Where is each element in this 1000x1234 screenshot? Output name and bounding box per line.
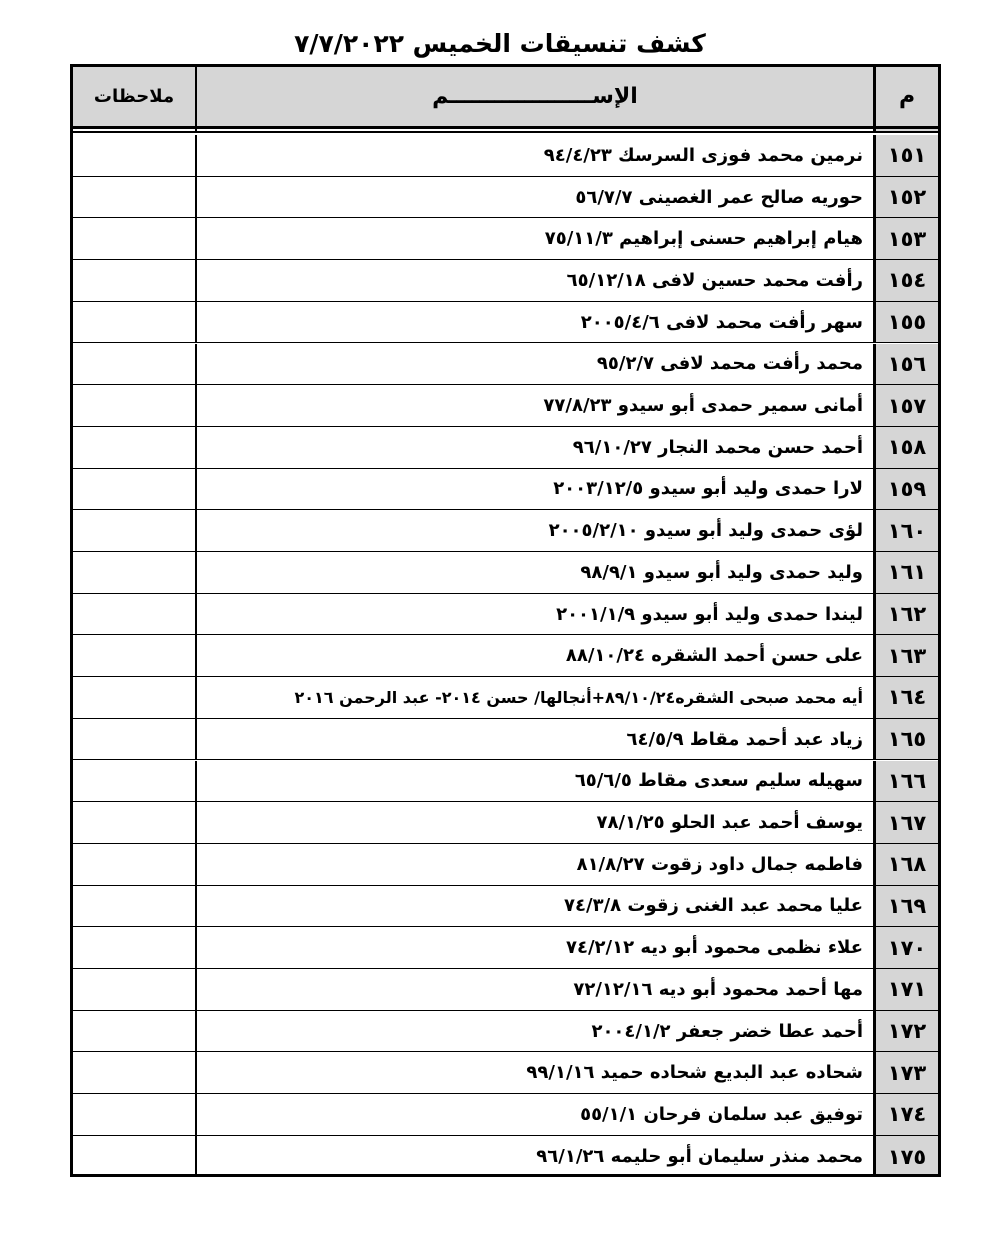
header-name: الإســـــــــــــــــــم: [195, 67, 873, 126]
row-number: ١٥٥: [873, 302, 938, 343]
table-row: [73, 344, 938, 386]
row-name: وليد حمدى وليد أبو سيدو ٩٨/٩/١: [195, 552, 873, 593]
table-row: [73, 719, 938, 761]
row-name: لؤى حمدى وليد أبو سيدو ٢٠٠٥/٢/١٠: [195, 510, 873, 551]
row-name: يوسف أحمد عبد الحلو ٧٨/١/٢٥: [195, 802, 873, 843]
row-notes: [73, 469, 195, 510]
row-number: ١٥٨: [873, 427, 938, 468]
row-notes: [73, 260, 195, 301]
table-row: [73, 218, 938, 260]
row-notes: [73, 802, 195, 843]
divider-notes-cell: [73, 129, 195, 131]
table-row: [73, 594, 938, 636]
row-number: ١٥٦: [873, 344, 938, 385]
row-notes: [73, 635, 195, 676]
table-row: [73, 844, 938, 886]
row-number: ١٦٣: [873, 635, 938, 676]
row-name: سهر رأفت محمد لافى ٢٠٠٥/٤/٦: [195, 302, 873, 343]
row-number: ١٥١: [873, 135, 938, 176]
table-row: [73, 510, 938, 552]
row-notes: [73, 1011, 195, 1052]
row-notes: [73, 427, 195, 468]
row-number: ١٦٢: [873, 594, 938, 635]
row-number: ١٧٤: [873, 1094, 938, 1135]
row-name: مها أحمد محمود أبو ديه ٧٢/١٢/١٦: [195, 969, 873, 1010]
row-notes: [73, 927, 195, 968]
table-row: [73, 260, 938, 302]
row-name: زياد عبد أحمد مقاط ٦٤/٥/٩: [195, 719, 873, 760]
row-number: ١٥٩: [873, 469, 938, 510]
row-number: ١٥٤: [873, 260, 938, 301]
row-number: ١٥٢: [873, 177, 938, 218]
table-row: [73, 177, 938, 219]
table-row: [73, 302, 938, 344]
table-row: [73, 135, 938, 177]
row-name: أحمد حسن محمد النجار ٩٦/١٠/٢٧: [195, 427, 873, 468]
table-row: [73, 969, 938, 1011]
row-number: ١٦١: [873, 552, 938, 593]
row-number: ١٧٣: [873, 1052, 938, 1093]
page-title: كشف تنسيقات الخميس ٧/٧/٢٠٢٢: [294, 29, 706, 58]
table-row: [73, 1052, 938, 1094]
table-row: [73, 927, 938, 969]
table-row: [73, 385, 938, 427]
table-row: [73, 677, 938, 719]
row-number: ١٧١: [873, 969, 938, 1010]
row-name: توفيق عبد سلمان فرحان ٥٥/١/١: [195, 1094, 873, 1135]
row-notes: [73, 886, 195, 927]
row-number: ١٧٢: [873, 1011, 938, 1052]
table-row: [73, 886, 938, 928]
row-name: محمد منذر سليمان أبو حليمه ٩٦/١/٢٦: [195, 1136, 873, 1177]
header-divider: [73, 129, 938, 133]
table-row: [73, 469, 938, 511]
row-number: ١٥٧: [873, 385, 938, 426]
table-header-row: [73, 67, 938, 129]
row-notes: [73, 177, 195, 218]
row-name: ليندا حمدى وليد أبو سيدو ٢٠٠١/١/٩: [195, 594, 873, 635]
row-notes: [73, 1052, 195, 1093]
row-notes: [73, 719, 195, 760]
row-notes: [73, 552, 195, 593]
row-notes: [73, 1136, 195, 1177]
row-notes: [73, 677, 195, 718]
divider-number-cell: [873, 129, 938, 131]
row-notes: [73, 218, 195, 259]
row-notes: [73, 1094, 195, 1135]
row-number: ١٧٠: [873, 927, 938, 968]
row-notes: [73, 302, 195, 343]
row-number: ١٦٠: [873, 510, 938, 551]
row-number: ١٥٣: [873, 218, 938, 259]
row-notes: [73, 135, 195, 176]
row-name: محمد رأفت محمد لافى ٩٥/٢/٧: [195, 344, 873, 385]
row-notes: [73, 385, 195, 426]
row-name: رأفت محمد حسين لافى ٦٥/١٢/١٨: [195, 260, 873, 301]
row-name: علاء نظمى محمود أبو ديه ٧٤/٢/١٢: [195, 927, 873, 968]
row-name: نرمين محمد فوزى السرسك ٩٤/٤/٢٣: [195, 135, 873, 176]
row-number: ١٦٧: [873, 802, 938, 843]
row-name: فاطمه جمال داود زقوت ٨١/٨/٢٧: [195, 844, 873, 885]
row-name: أحمد عطا خضر جعفر ٢٠٠٤/١/٢: [195, 1011, 873, 1052]
row-notes: [73, 761, 195, 802]
header-number: م: [873, 67, 938, 126]
row-name: هيام إبراهيم حسنى إبراهيم ٧٥/١١/٣: [195, 218, 873, 259]
row-name: على حسن أحمد الشقره ٨٨/١٠/٢٤: [195, 635, 873, 676]
table-row: [73, 1136, 938, 1177]
row-number: ١٦٥: [873, 719, 938, 760]
row-notes: [73, 844, 195, 885]
table-row: [73, 427, 938, 469]
table-row: [73, 635, 938, 677]
row-name: شحاده عبد البديع شحاده حميد ٩٩/١/١٦: [195, 1052, 873, 1093]
row-number: ١٦٦: [873, 761, 938, 802]
row-name: أيه محمد صبحى الشقره٨٩/١٠/٢٤+أنجالها/ حسن ٢٠١٤- عبد الرحمن ٢٠١٦: [195, 677, 873, 718]
table-row: [73, 1094, 938, 1136]
row-number: ١٦٨: [873, 844, 938, 885]
row-name: حوريه صالح عمر الغصينى ٥٦/٧/٧: [195, 177, 873, 218]
row-number: ١٧٥: [873, 1136, 938, 1177]
row-name: سهيله سليم سعدى مقاط ٦٥/٦/٥: [195, 761, 873, 802]
row-number: ١٦٤: [873, 677, 938, 718]
row-notes: [73, 510, 195, 551]
row-notes: [73, 969, 195, 1010]
row-name: لارا حمدى وليد أبو سيدو ٢٠٠٣/١٢/٥: [195, 469, 873, 510]
table-row: [73, 802, 938, 844]
row-name: عليا محمد عبد الغنى زقوت ٧٤/٣/٨: [195, 886, 873, 927]
table-row: [73, 761, 938, 803]
row-notes: [73, 344, 195, 385]
row-notes: [73, 594, 195, 635]
header-notes: ملاحظات: [73, 67, 195, 126]
table-row: [73, 1011, 938, 1053]
names-table: [70, 64, 941, 1177]
table-row: [73, 552, 938, 594]
row-number: ١٦٩: [873, 886, 938, 927]
divider-name-cell: [195, 129, 873, 131]
row-name: أمانى سمير حمدى أبو سيدو ٧٧/٨/٢٣: [195, 385, 873, 426]
